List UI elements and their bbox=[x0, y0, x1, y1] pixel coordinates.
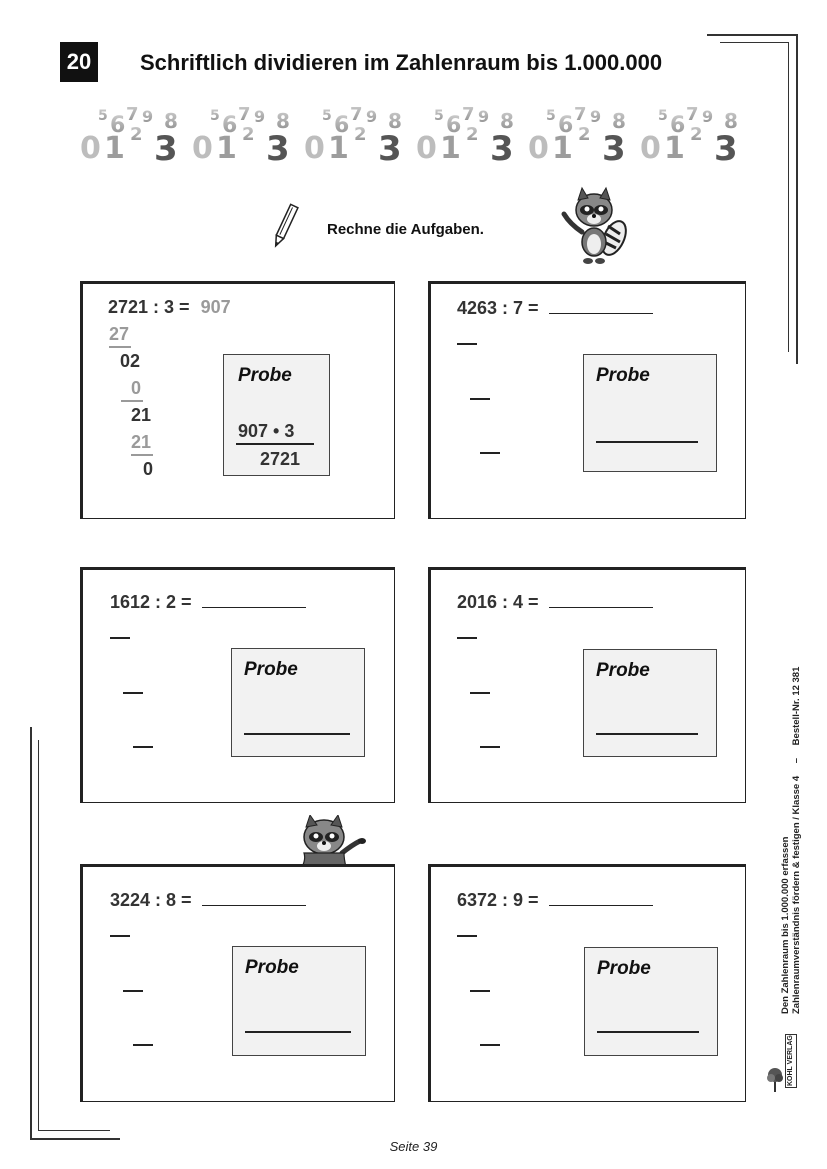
work-dash bbox=[470, 692, 490, 694]
svg-text:9: 9 bbox=[142, 107, 154, 126]
example-probe-box bbox=[223, 354, 330, 476]
probe-answer-line[interactable] bbox=[244, 733, 350, 735]
task-text: 2016 : 4 = bbox=[457, 592, 539, 612]
corner-line-top-right-v2 bbox=[788, 42, 789, 352]
example-step-5-underline bbox=[131, 454, 153, 456]
answer-blank[interactable] bbox=[549, 297, 653, 314]
example-step-3: 0 bbox=[131, 378, 142, 398]
probe-box bbox=[232, 946, 366, 1056]
example-step-2: 02 bbox=[120, 351, 141, 371]
probe-box bbox=[584, 947, 718, 1056]
corner-line-bottom-left-h2 bbox=[38, 1130, 110, 1131]
svg-text:7: 7 bbox=[126, 104, 139, 125]
example-result: 907 bbox=[200, 297, 231, 317]
example-step-3-underline bbox=[121, 400, 143, 402]
probe-label: Probe bbox=[597, 958, 651, 979]
probe-answer-line[interactable] bbox=[245, 1031, 351, 1033]
task-text: 1612 : 2 = bbox=[110, 592, 192, 612]
work-dash bbox=[133, 1044, 153, 1046]
answer-blank[interactable] bbox=[202, 889, 306, 906]
exercise-number-badge: 20 bbox=[60, 42, 98, 82]
svg-text:5: 5 bbox=[98, 108, 108, 124]
probe-label: Probe bbox=[238, 365, 292, 386]
corner-line-top-right-h2 bbox=[720, 42, 788, 43]
work-dash bbox=[123, 692, 143, 694]
svg-text:8: 8 bbox=[164, 109, 178, 133]
instruction-text: Rechne die Aufgaben. bbox=[327, 221, 484, 238]
example-step-1: 27 bbox=[109, 324, 130, 344]
probe-label: Probe bbox=[244, 659, 298, 680]
example-step-5: 21 bbox=[131, 432, 152, 452]
sidebar-subtitle-text: Zahlenraumverständnis fördern & festigen / Klasse 4 bbox=[791, 775, 802, 1014]
example-task bbox=[108, 297, 231, 318]
work-dash bbox=[470, 990, 490, 992]
svg-text:2: 2 bbox=[130, 124, 143, 145]
task-4263 bbox=[457, 297, 653, 319]
task-text: 6372 : 9 = bbox=[457, 890, 539, 910]
sidebar-book-subtitle bbox=[791, 667, 802, 1014]
task-3224 bbox=[110, 889, 306, 911]
probe-answer-line[interactable] bbox=[597, 1031, 699, 1033]
publisher-tree-icon bbox=[766, 1066, 784, 1092]
work-dash bbox=[123, 990, 143, 992]
task-text: 3224 : 8 = bbox=[110, 890, 192, 910]
task-text: 4263 : 7 = bbox=[457, 298, 539, 318]
task-6372 bbox=[457, 889, 653, 911]
work-dash bbox=[480, 452, 500, 454]
answer-blank[interactable] bbox=[202, 591, 306, 608]
number-strip-decoration bbox=[80, 94, 748, 164]
probe-box bbox=[583, 354, 717, 472]
probe-label: Probe bbox=[245, 957, 299, 978]
work-dash bbox=[457, 343, 477, 345]
svg-text:6: 6 bbox=[110, 113, 126, 138]
task-1612 bbox=[110, 591, 306, 613]
raccoon-icon bbox=[286, 815, 368, 867]
probe-line bbox=[236, 443, 314, 445]
svg-text:1: 1 bbox=[104, 131, 125, 164]
svg-text:0: 0 bbox=[80, 131, 101, 164]
corner-line-top-right-h bbox=[707, 34, 797, 36]
probe-label: Probe bbox=[596, 660, 650, 681]
corner-line-top-right-v bbox=[796, 34, 798, 364]
probe-label: Probe bbox=[596, 365, 650, 386]
answer-blank[interactable] bbox=[549, 591, 653, 608]
example-step-1-underline bbox=[109, 346, 131, 348]
work-dash bbox=[110, 637, 130, 639]
page-number: Seite 39 bbox=[389, 1139, 438, 1154]
probe-box bbox=[231, 648, 365, 757]
corner-line-bottom-left-v bbox=[30, 727, 32, 1139]
publisher-logo-text: KOHL VERLAG bbox=[787, 1035, 794, 1086]
svg-text:3: 3 bbox=[154, 129, 178, 164]
probe-box bbox=[583, 649, 717, 757]
work-dash bbox=[457, 935, 477, 937]
page-title: Schriftlich dividieren im Zahlenraum bis 1.000.000 bbox=[140, 50, 663, 75]
work-dash bbox=[480, 1044, 500, 1046]
pencil-icon bbox=[270, 202, 300, 250]
corner-line-bottom-left-v2 bbox=[38, 740, 39, 1130]
example-step-4: 21 bbox=[131, 405, 152, 425]
example-task-text: 2721 : 3 = bbox=[108, 297, 190, 317]
work-dash bbox=[133, 746, 153, 748]
probe-answer-line[interactable] bbox=[596, 733, 698, 735]
example-step-6: 0 bbox=[143, 459, 154, 479]
probe-multiplication: 907 • 3 bbox=[238, 421, 295, 441]
work-dash bbox=[457, 637, 477, 639]
task-2016 bbox=[457, 591, 653, 613]
answer-blank[interactable] bbox=[549, 889, 653, 906]
work-dash bbox=[470, 398, 490, 400]
raccoon-icon bbox=[556, 186, 632, 266]
sidebar-separator: – bbox=[791, 757, 802, 764]
work-dash bbox=[480, 746, 500, 748]
sidebar-order-number: Bestell-Nr. 12 381 bbox=[791, 666, 802, 746]
probe-answer-line[interactable] bbox=[596, 441, 698, 443]
probe-result: 2721 bbox=[260, 449, 301, 469]
sidebar-book-title: Den Zahlenraum bis 1.000.000 erfassen bbox=[780, 836, 791, 1014]
work-dash bbox=[110, 935, 130, 937]
